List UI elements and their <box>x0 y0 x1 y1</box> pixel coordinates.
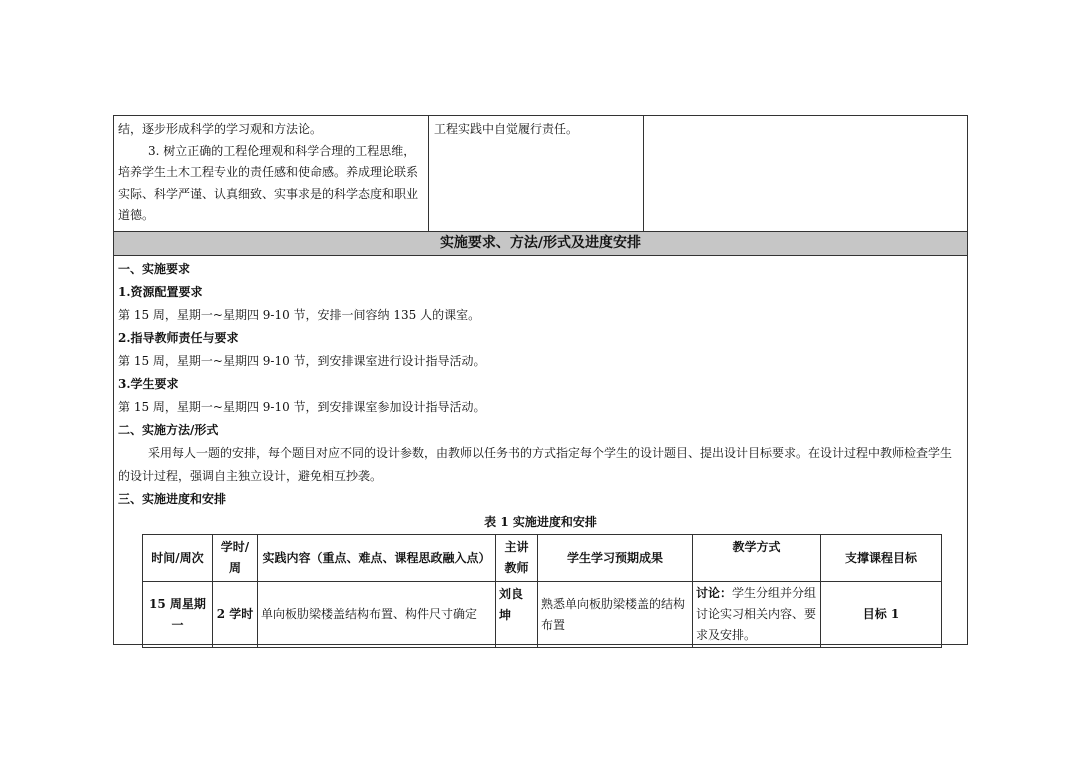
table-header-row <box>143 535 942 582</box>
teacher-heading: 2.指导教师责任与要求 <box>118 331 239 345</box>
document-frame <box>113 115 968 645</box>
method-paragraph: 采用每人一题的安排，每个题目对应不同的设计参数，由教师以任务书的方式指定每个学生的设计题目、提出设计目标要求。在设计过程中教师检查学生的设计过程，强调自主独立设计，避免相互抄袭。 <box>118 446 953 483</box>
header-outcome: 学生学习预期成果 <box>538 535 693 582</box>
top-cell-right <box>644 116 967 231</box>
header-hours: 学时/周 <box>213 535 258 582</box>
header-content: 实践内容（重点、难点、课程思政融入点） <box>258 535 496 582</box>
resource-text: 第 15 周，星期一~星期四 9-10 节，安排一间容纳 135 人的课室。 <box>118 308 481 322</box>
schedule-table <box>142 534 942 648</box>
method-text: 学生分组并分组讨论实习相关内容、要求及安排。 <box>696 586 817 642</box>
objective-text-line: 结，逐步形成科学的学习观和方法论。 <box>118 122 323 136</box>
top-cell-left <box>114 116 429 231</box>
table-caption: 表 1 实施进度和安排 <box>484 515 597 529</box>
cell-time: 15 周星期一 <box>143 582 213 648</box>
section-banner: 实施要求、方法/形式及进度安排 <box>114 232 967 256</box>
header-method: 教学方式 <box>693 535 821 582</box>
header-goal: 支撑课程目标 <box>821 535 942 582</box>
table-row <box>143 582 942 648</box>
cell-hours: 2 学时 <box>213 582 258 648</box>
student-text: 第 15 周，星期一~星期四 9-10 节，到安排课室参加设计指导活动。 <box>118 400 486 414</box>
cell-method <box>693 582 821 648</box>
section2-heading: 二、实施方法/形式 <box>118 423 219 437</box>
method-label: 讨论： <box>696 586 733 600</box>
top-cell-middle <box>429 116 644 231</box>
cell-lecturer: 刘良坤 <box>496 582 538 648</box>
header-time: 时间/周次 <box>143 535 213 582</box>
section1-heading: 一、实施要求 <box>118 262 191 276</box>
top-row <box>114 116 967 232</box>
body-content <box>118 258 963 534</box>
resource-heading: 1.资源配置要求 <box>118 285 203 299</box>
objective-3-text: 3. 树立正确的工程伦理观和科学合理的工程思维，培养学生土木工程专业的责任感和使命感。养成理论联系实际、科学严谨、认真细致、实事求是的科学态度和职业道德。 <box>118 143 419 222</box>
cell-goal: 目标 1 <box>821 582 942 648</box>
student-heading: 3.学生要求 <box>118 377 179 391</box>
section3-heading: 三、实施进度和安排 <box>118 492 227 506</box>
teacher-text: 第 15 周，星期一~星期四 9-10 节，到安排课室进行设计指导活动。 <box>118 354 486 368</box>
cell-content: 单向板肋梁楼盖结构布置、构件尺寸确定 <box>258 582 496 648</box>
header-lecturer: 主讲教师 <box>496 535 538 582</box>
responsibility-text: 工程实践中自觉履行责任。 <box>434 122 579 136</box>
cell-outcome: 熟悉单向板肋梁楼盖的结构布置 <box>538 582 693 648</box>
